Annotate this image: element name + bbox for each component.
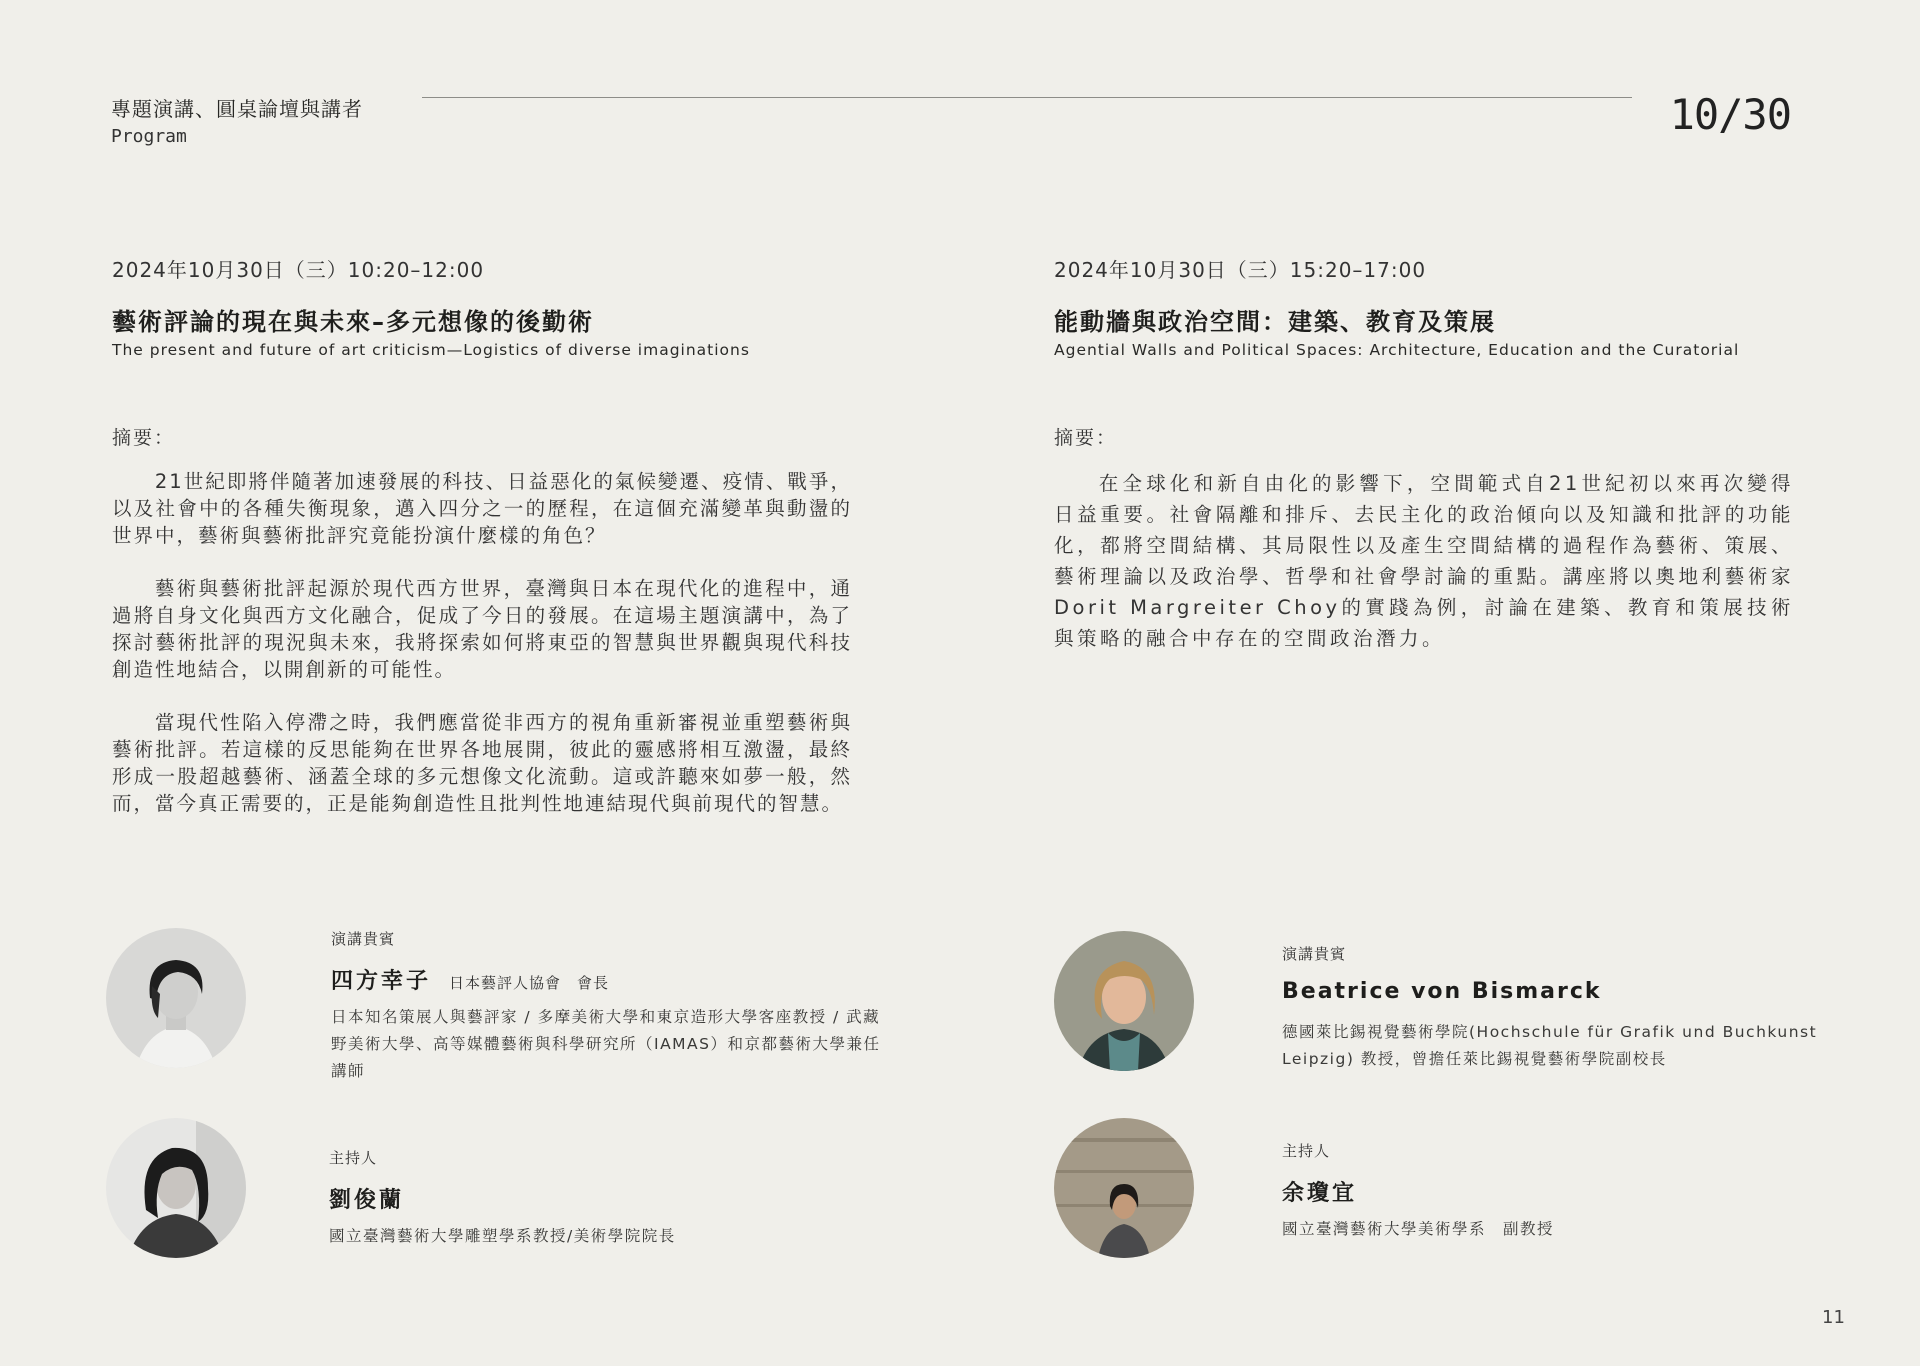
left-session-heading: [112, 254, 872, 451]
right-session-heading: [1054, 254, 1794, 451]
left-abstract-paragraph: 當現代性陷入停滯之時，我們應當從非西方的視角重新審視並重塑藝術與藝術批評。若這樣的反思能夠在世界各地展開，彼此的靈感將相互激盪，最終形成一股超越藝術、涵蓋全球的多元想像文化流動。這或許聽來如夢一般，然而，當今真正需要的，正是能夠創造性且批判性地連結現代與前現代的智慧。: [112, 711, 852, 815]
speaker-role: 演講貴賓: [331, 930, 396, 948]
moderator-role: 主持人: [1282, 1142, 1331, 1160]
moderator-name: 余瓊宜: [1282, 1181, 1358, 1206]
right-abstract-label: 摘要：: [1054, 427, 1118, 449]
speaker-portrait-bismarck: [1054, 931, 1194, 1071]
left-abstract-paragraph: 21世紀即將伴隨著加速發展的科技、日益惡化的氣候變遷、疫情、戰爭，以及社會中的各種失衡現象，邁入四分之一的歷程，在這個充滿變革與動盪的世界中，藝術與藝術批評究竟能扮演什麼樣的角色？: [112, 470, 852, 547]
speaker-name: 四方幸子: [331, 969, 432, 994]
right-abstract: [1054, 468, 1794, 654]
right-speaker: [1282, 943, 1822, 1073]
page-counter: 10/30: [1669, 90, 1791, 139]
page-number: 11: [1822, 1307, 1845, 1328]
left-session-date: 2024年10月30日（三）10:20–12:00: [112, 258, 485, 282]
right-session-title-zh: 能動牆與政治空間：建築、教育及策展: [1054, 308, 1496, 336]
left-abstract-paragraph: 藝術與藝術批評起源於現代西方世界，臺灣與日本在現代化的進程中，通過將自身文化與西方文化融合，促成了今日的發展。在這場主題演講中，為了探討藝術批評的現況與未來，我將探索如何將東亞的智慧與世界觀與現代科技創造性地結合，以開創新的可能性。: [112, 577, 852, 681]
right-session-date: 2024年10月30日（三）15:20–17:00: [1054, 258, 1427, 282]
speaker-role: 演講貴賓: [1282, 945, 1347, 963]
moderator-bio: 國立臺灣藝術大學雕塑學系教授/美術學院院長: [329, 1227, 676, 1245]
moderator-role: 主持人: [329, 1149, 378, 1167]
left-speaker: [331, 928, 891, 1085]
section-subtitle: Program: [111, 126, 187, 147]
speaker-bio: 德國萊比錫視覺藝術學院(Hochschule für Grafik und Buchkunst Leipzig) 教授，曾擔任萊比錫視覺藝術學院副校長: [1282, 1023, 1818, 1068]
left-moderator: [329, 1147, 889, 1250]
speaker-portrait-shikata: [106, 928, 246, 1068]
right-session-title-en: Agential Walls and Political Spaces: Architecture, Education and the Curatorial: [1054, 341, 1740, 359]
left-abstract: [112, 468, 852, 843]
moderator-bio: 國立臺灣藝術大學美術學系 副教授: [1282, 1220, 1555, 1238]
left-session-title-en: The present and future of art criticism—Logistics of diverse imaginations: [112, 341, 750, 359]
left-session-title-zh: 藝術評論的現在與未來–多元想像的後勤術: [112, 308, 594, 336]
speaker-name: Beatrice von Bismarck: [1282, 979, 1602, 1004]
moderator-portrait-liu: [106, 1118, 246, 1258]
right-abstract-paragraph: 在全球化和新自由化的影響下，空間範式自21世紀初以來再次變得日益重要。社會隔離和排斥、去民主化的政治傾向以及知識和批評的功能化，都將空間結構、其局限性以及產生空間結構的過程作為藝術、策展、藝術理論以及政治學、哲學和社會學討論的重點。講座將以奧地利藝術家Dorit Margreiter Choy的實踐為例，討論在建築、教育和策展技術與策略的融合中存在的空間政治潛力。: [1054, 472, 1794, 650]
moderator-portrait-yu: [1054, 1118, 1194, 1258]
right-moderator: [1282, 1140, 1822, 1243]
header-divider: [422, 97, 1632, 98]
speaker-affiliation: 日本藝評人協會 會長: [449, 974, 610, 992]
left-abstract-label: 摘要：: [112, 427, 176, 449]
moderator-name: 劉俊蘭: [329, 1188, 405, 1213]
speaker-bio: 日本知名策展人與藝評家 / 多摩美術大學和東京造形大學客座教授 / 武藏野美術大學、高等媒體藝術與科學研究所（IAMAS）和京都藝術大學兼任講師: [331, 1008, 881, 1080]
section-title: 專題演講、圓桌論壇與講者: [111, 97, 363, 121]
